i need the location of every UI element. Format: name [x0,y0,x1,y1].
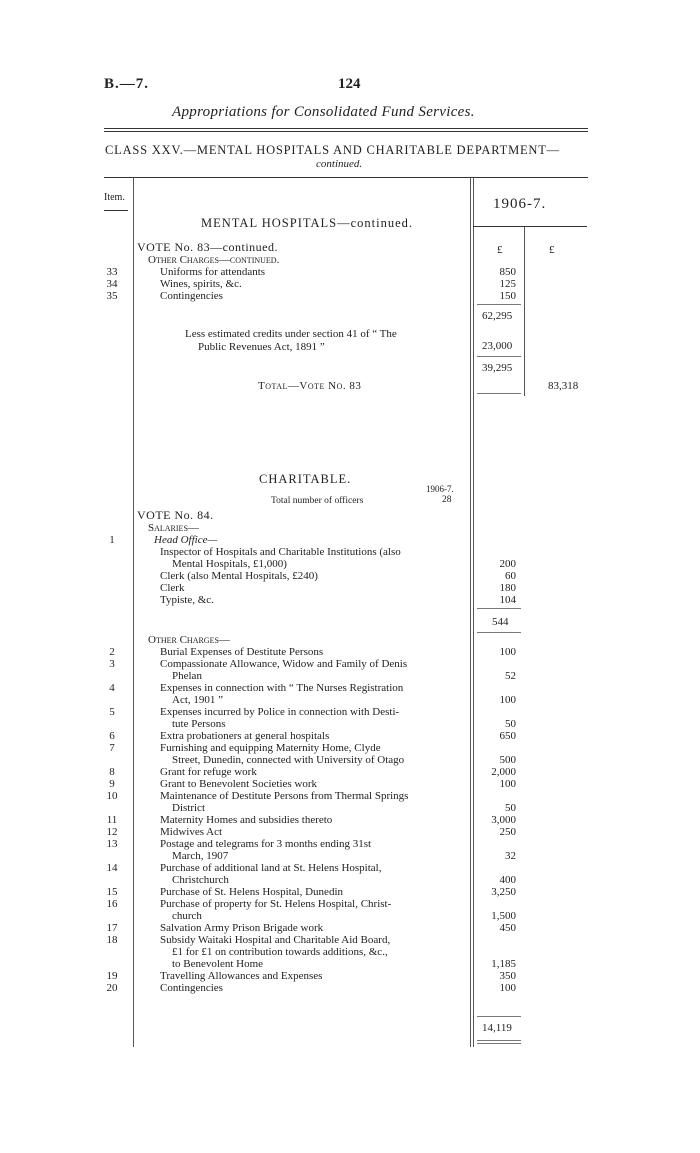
table-row [100,718,516,730]
mental-hospitals-title: MENTAL HOSPITALS—continued. [201,216,414,230]
item-description: Purchase of additional land at St. Helens Hospital, [160,862,382,874]
header-rule [104,128,588,129]
table-row [100,814,516,826]
item-amount: 1,500 [491,910,516,922]
item-description: Phelan [172,670,202,682]
item-description: Postage and telegrams for 3 months ending 31st [160,838,372,850]
item-number: 5 [109,706,115,718]
officers-count: 28 [442,495,452,505]
table-row [100,706,510,718]
table-row: Clerk 180 [160,582,516,594]
table-row: 35 Contingencies 150 [106,290,516,302]
table-row [100,934,510,946]
item-amount: 100 [499,982,516,994]
table-row [100,850,516,862]
item-description: Grant to Benevolent Societies work [160,778,318,790]
item-amount: 100 [499,694,516,706]
item-description: District [172,802,205,814]
head-office-row: 1 Head Office— [109,534,218,546]
item-description: Midwives Act [160,826,223,838]
item-description: Contingencies [160,982,223,994]
item-header-rule [104,210,128,211]
item-description: Grant for refuge work [160,766,257,778]
mental-net: 39,295 [482,362,513,374]
table-row [100,970,516,982]
item-number: 17 [106,922,118,934]
item-description: Furnishing and equipping Maternity Home, Clyde [160,742,381,754]
item-amount: 2,000 [491,766,516,778]
table-row [100,790,510,802]
less-credits-amount: 23,000 [482,340,513,352]
table-row [100,778,516,790]
officers-year: 1906-7. [426,484,454,494]
item-amount: 500 [499,754,516,766]
table-row [100,694,516,706]
item-amount: 650 [499,730,516,742]
officers-label: Total number of officers [271,496,364,506]
item-number: 12 [106,826,118,838]
table-row: Clerk (also Mental Hospitals, £240) 60 [160,570,516,582]
item-number: 2 [109,646,115,658]
item-number: 11 [106,814,118,826]
total-vote-83-label: Total—Vote No. 83 [258,380,362,392]
table-row [100,838,510,850]
item-number: 8 [109,766,115,778]
item-amount: 100 [499,778,516,790]
item-amount: 3,000 [491,814,516,826]
item-amount: 52 [505,670,516,682]
item-column-header: Item. [104,192,125,203]
table-row [100,802,516,814]
table-row [100,742,510,754]
table-row: 33 Uniforms for attendants 850 [106,266,516,278]
vote-84-heading: VOTE No. 84. [137,508,214,522]
mental-subtotal: 62,295 [482,310,513,322]
charges-total-rule [477,1040,521,1041]
salaries-total-rule [477,632,521,633]
table-row [100,898,510,910]
table-row: 34 Wines, spirits, &c. 125 [106,278,516,290]
table-row: Mental Hospitals, £1,000) 200 [172,558,516,570]
total-column-line [524,226,525,396]
total-vote-83-amount: 83,318 [548,380,579,392]
item-description: Burial Expenses of Destitute Persons [160,646,324,658]
table-row [100,874,516,886]
item-number: 15 [106,886,118,898]
item-description: Purchase of property for St. Helens Hospital, Christ- [160,898,392,910]
item-amount: 50 [505,802,516,814]
less-credits-line1: Less estimated credits under section 41 of “ The [185,328,397,340]
item-amount: 32 [505,850,516,862]
class-continued: continued. [316,158,363,170]
item-number: 3 [109,658,115,670]
table-row [100,982,516,994]
item-number: 18 [106,934,118,946]
table-row [100,646,516,658]
salaries-rule [477,608,521,609]
document-reference: B.—7. [104,76,150,92]
item-amount: 50 [505,718,516,730]
item-description: Compassionate Allowance, Widow and Family of Denis [160,658,408,670]
item-amount: 1,185 [491,958,516,970]
charges-total: 14,119 [482,1022,512,1034]
item-number: 13 [106,838,118,850]
item-number: 4 [109,682,115,694]
item-description: Subsidy Waitaki Hospital and Charitable Aid Board, [160,934,391,946]
table-row [100,658,510,670]
item-number: 14 [106,862,118,874]
item-amount: 350 [499,970,516,982]
header-rule-2 [104,131,588,132]
vote-83-heading: VOTE No. 83—continued. [137,240,278,254]
year-header-rule [473,226,587,227]
table-row [100,958,516,970]
item-amount: 100 [499,646,516,658]
year-column-header: 1906-7. [493,196,547,212]
table-row [100,826,516,838]
item-number: 9 [109,778,115,790]
item-description: Expenses incurred by Police in connection with Desti- [160,706,400,718]
table-row [100,730,516,742]
item-description: £1 for £1 on contribution towards additions, &c., [172,946,388,958]
item-description: Act, 1901 ” [172,694,224,706]
table-top-rule [104,177,588,178]
pound-symbol-1: £ [497,244,503,256]
charges-rule [477,1016,521,1017]
item-amount: 450 [499,922,516,934]
item-number: 7 [109,742,115,754]
other-charges-heading: Other Charges— [148,634,230,646]
item-description: March, 1907 [172,850,229,862]
item-description: Expenses in connection with “ The Nurses Registration [160,682,404,694]
item-description: Extra probationers at general hospitals [160,730,330,742]
item-description: Salvation Army Prison Brigade work [160,922,324,934]
item-description: Purchase of St. Helens Hospital, Dunedin [160,886,343,898]
table-row [100,766,516,778]
salaries-total: 544 [492,616,509,628]
item-description: Maintenance of Destitute Persons from Thermal Springs [160,790,409,802]
item-number: 19 [106,970,118,982]
charitable-title: CHARITABLE. [259,472,352,486]
item-amount: 250 [499,826,516,838]
item-number: 16 [106,898,118,910]
table-row: Typiste, &c. 104 [160,594,516,606]
pound-symbol-2: £ [549,244,555,256]
item-description: tute Persons [172,718,226,730]
net-underline [477,393,521,394]
table-row [100,922,516,934]
table-row [100,754,516,766]
class-title: CLASS XXV.—MENTAL HOSPITALS AND CHARITABLE DEPARTMENT— [105,143,560,157]
item-number: 10 [106,790,118,802]
page-subtitle: Appropriations for Consolidated Fund Services. [172,104,475,120]
table-row [100,862,510,874]
item-description: church [172,910,202,922]
table-row: Inspector of Hospitals and Charitable Institutions (also [160,546,401,558]
item-description: Christchurch [172,874,229,886]
item-description: Street, Dunedin, connected with University of Otago [172,754,405,766]
less-credits-line2: Public Revenues Act, 1891 ” [198,341,325,353]
page-number: 124 [338,76,361,92]
item-number: 20 [106,982,118,994]
item-number: 6 [109,730,115,742]
item-description: Maternity Homes and subsidies thereto [160,814,333,826]
salaries-heading: Salaries— [148,522,199,534]
table-row [100,910,516,922]
table-row [100,670,516,682]
net-rule [477,356,521,357]
other-charges-continued: Other Charges—continued. [148,254,280,266]
item-description: to Benevolent Home [172,958,264,970]
charges-total-rule-2 [477,1043,521,1044]
item-description: Travelling Allowances and Expenses [160,970,323,982]
item-amount: 400 [499,874,516,886]
table-row [100,682,510,694]
item-amount: 3,250 [491,886,516,898]
table-row [100,886,516,898]
table-row [100,946,510,958]
subtotal-rule [477,304,521,305]
